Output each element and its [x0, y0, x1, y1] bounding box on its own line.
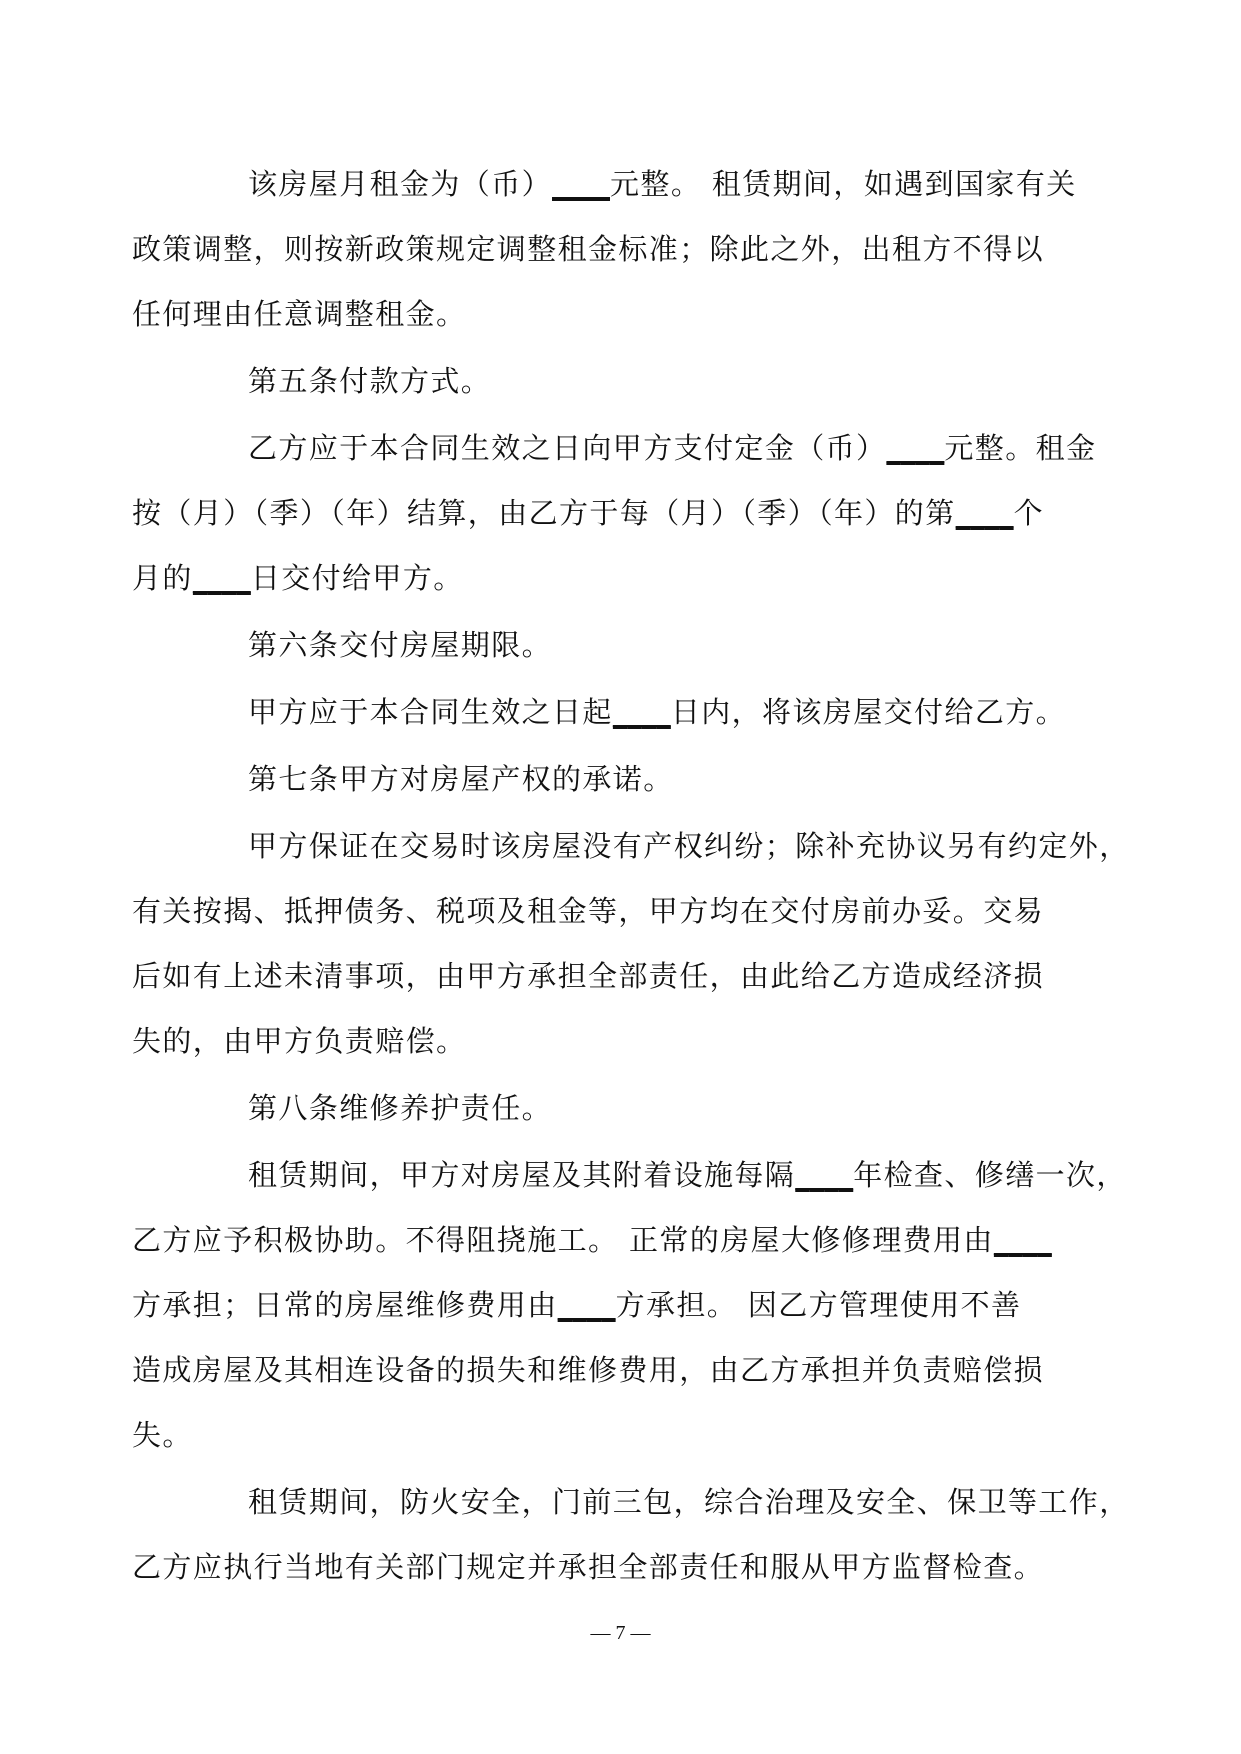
- blank-field: ____: [993, 1223, 1052, 1257]
- text-segment: 失的，由甲方负责赔偿。: [132, 1024, 467, 1058]
- text-segment: 乙方应于本合同生效之日向甲方支付定金（币）: [248, 431, 887, 465]
- paragraph: [190, 613, 1090, 678]
- text-segment: 个: [1013, 496, 1045, 530]
- blank-field: ____: [886, 431, 945, 465]
- paragraph: [132, 814, 1130, 1074]
- text-segment: 失。: [132, 1418, 193, 1452]
- text-line: [190, 613, 1090, 678]
- text-segment: 第六条交付房屋期限。: [248, 628, 553, 662]
- blank-field: ____: [955, 496, 1014, 530]
- text-segment: 甲方保证在交易时该房屋没有产权纠纷；除补充协议另有约定外，: [248, 829, 1130, 863]
- text-line: [190, 1143, 1127, 1208]
- paragraph: [190, 349, 1090, 414]
- text-segment: 后如有上述未清事项，由甲方承担全部责任，由此给乙方造成经济损: [132, 959, 1045, 993]
- text-line: [190, 416, 1097, 481]
- text-segment: 租赁期间，甲方对房屋及其附着设施每隔: [248, 1158, 796, 1192]
- document-body: [132, 152, 1130, 1602]
- text-segment: 方承担；日常的房屋维修费用由: [132, 1288, 558, 1322]
- blank-field: ____: [557, 1288, 616, 1322]
- paragraph: [132, 416, 1097, 611]
- paragraph: [190, 680, 1090, 745]
- text-line: [132, 879, 1090, 944]
- text-segment: 方承担。 因乙方管理使用不善: [615, 1288, 1022, 1322]
- blank-field: ____: [552, 167, 611, 201]
- text-line: [132, 1338, 1090, 1403]
- text-segment: 元整。 租赁期间，如遇到国家有关: [610, 167, 1077, 201]
- text-segment: 租赁期间，防火安全，门前三包，综合治理及安全、保卫等工作，: [248, 1485, 1130, 1519]
- text-segment: 日交付给甲方。: [250, 561, 464, 595]
- text-line: [132, 1009, 1090, 1074]
- text-segment: 日内，将该房屋交付给乙方。: [670, 695, 1067, 729]
- text-segment: 乙方应予积极协助。不得阻挠施工。 正常的房屋大修修理费用由: [132, 1223, 994, 1257]
- text-line: [132, 1403, 1090, 1468]
- blank-field: ____: [795, 1158, 854, 1192]
- text-line: [132, 217, 1090, 282]
- text-line: [190, 747, 1090, 812]
- text-line: [132, 1535, 1090, 1600]
- text-segment: 元整。租金: [944, 431, 1097, 465]
- text-segment: 年检查、修缮一次，: [853, 1158, 1127, 1192]
- text-segment: 有关按揭、抵押债务、税项及租金等，甲方均在交付房前办妥。交易: [132, 894, 1045, 928]
- text-line: [190, 152, 1090, 217]
- text-segment: 甲方应于本合同生效之日起: [248, 695, 613, 729]
- paragraph: [190, 747, 1090, 812]
- text-segment: 造成房屋及其相连设备的损失和维修费用，由乙方承担并负责赔偿损: [132, 1353, 1045, 1387]
- blank-field: ____: [192, 561, 251, 595]
- text-segment: 第八条维修养护责任。: [248, 1091, 553, 1125]
- paragraph: [132, 152, 1090, 347]
- text-line: [190, 1076, 1090, 1141]
- text-line: [132, 944, 1090, 1009]
- paragraph: [132, 1143, 1127, 1468]
- text-segment: 政策调整，则按新政策规定调整租金标准；除此之外，出租方不得以: [132, 232, 1045, 266]
- text-line: [132, 282, 1090, 347]
- text-segment: 乙方应执行当地有关部门规定并承担全部责任和服从甲方监督检查。: [132, 1550, 1045, 1584]
- text-line: [190, 1470, 1130, 1535]
- text-segment: 月的: [132, 561, 193, 595]
- text-line: [132, 1208, 1090, 1273]
- text-segment: 该房屋月租金为（币）: [248, 167, 553, 201]
- paragraph: [190, 1076, 1090, 1141]
- text-segment: 按（月）（季）（年）结算，由乙方于每（月）（季）（年）的第: [132, 496, 956, 530]
- text-segment: 第七条甲方对房屋产权的承诺。: [248, 762, 674, 796]
- text-line: [190, 814, 1130, 879]
- text-segment: 任何理由任意调整租金。: [132, 297, 467, 331]
- page-number: — 7 —: [590, 1622, 651, 1644]
- blank-field: ____: [612, 695, 671, 729]
- paragraph: [132, 1470, 1130, 1600]
- text-line: [190, 680, 1090, 745]
- text-line: [132, 481, 1090, 546]
- text-line: [190, 349, 1090, 414]
- text-line: [132, 546, 1090, 611]
- text-line: [132, 1273, 1090, 1338]
- text-segment: 第五条付款方式。: [248, 364, 492, 398]
